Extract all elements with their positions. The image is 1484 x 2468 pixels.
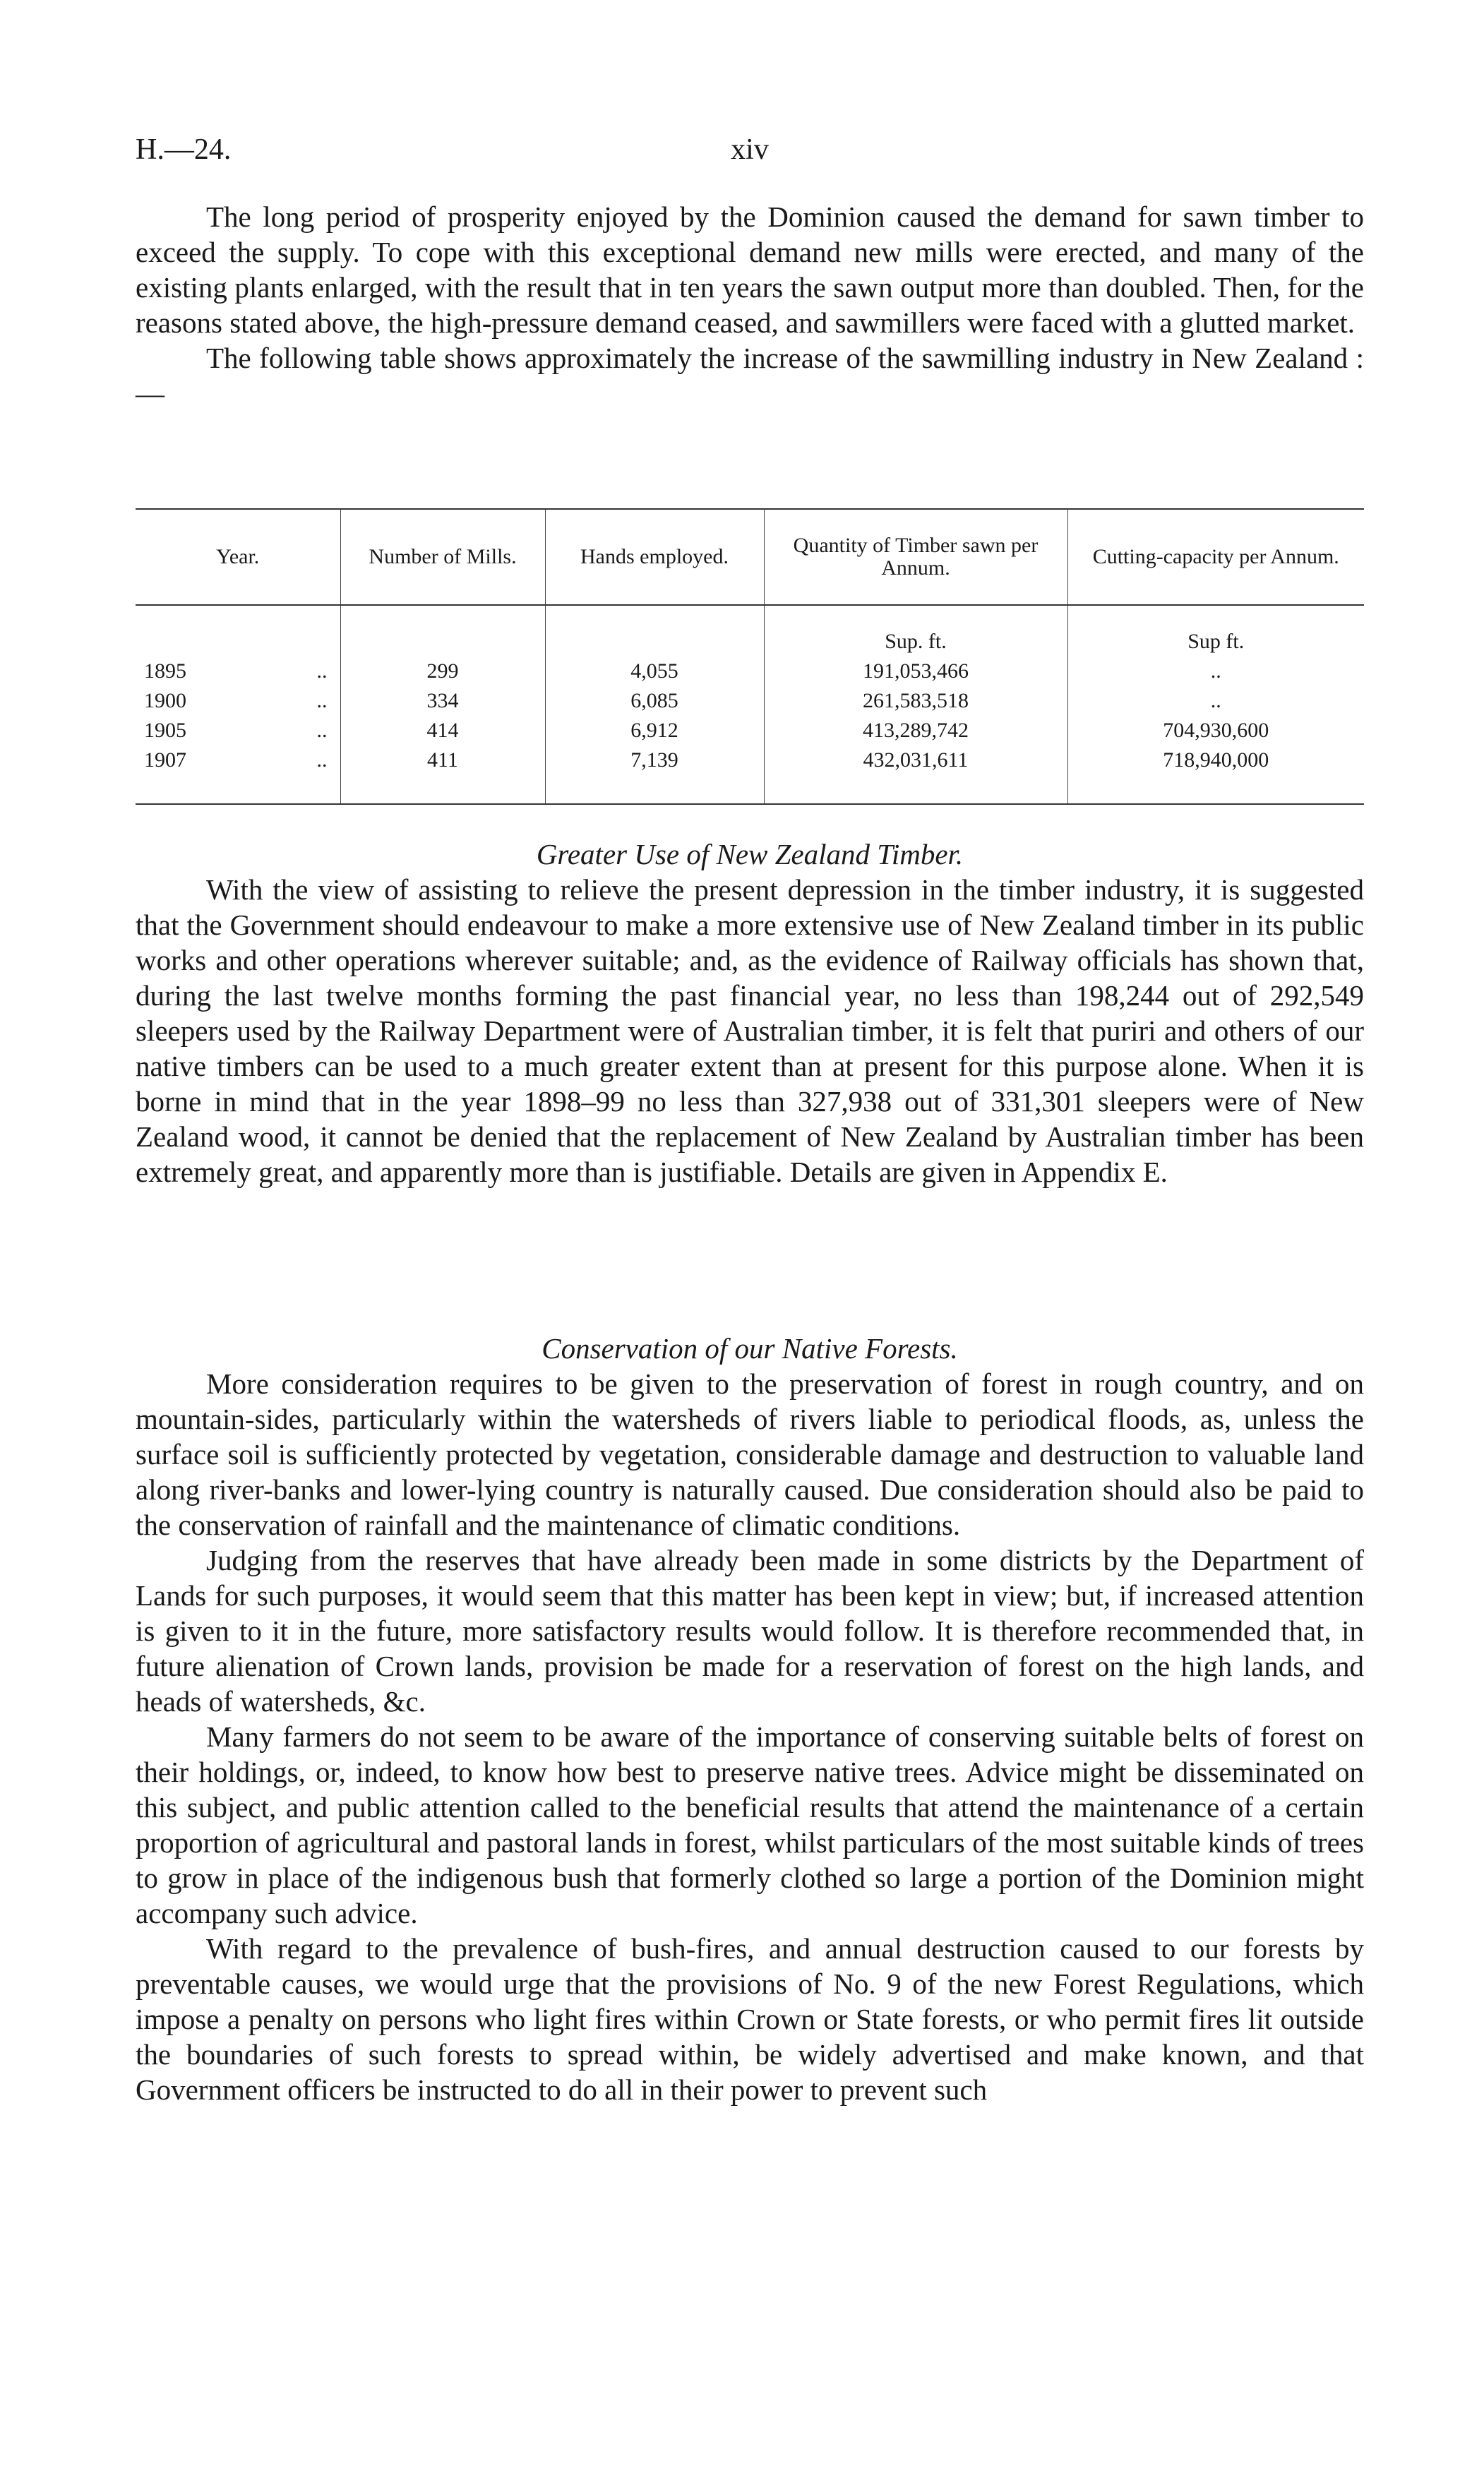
- intro-paragraph: The long period of prosperity enjoyed by the Dominion caused the demand for sawn timber to exceed the supply. To cope with this exceptional demand new mills were erected, and many of the existing plants enlarged, with the result that in ten years the sawn output more than doubled. Then, for the reasons stated above, the high-pressure demand ceased, and sawmillers were faced with a glutted market.: [136, 200, 1364, 339]
- row-capacity: ..: [1067, 686, 1364, 716]
- leader-dots: ..: [316, 748, 328, 772]
- row-quantity: 261,583,518: [764, 686, 1067, 716]
- table-header-row: [136, 509, 1364, 605]
- row-quantity: 413,289,742: [764, 716, 1067, 745]
- page-number: xiv: [731, 133, 769, 166]
- body-paragraph: With regard to the prevalence of bush-fires, and annual destruction caused to our forests by preventable causes, we would urge that the provisions of No. 9 of the new Forest Regulations, which impose a penalty on persons who light fires within Crown or State forests, or who permit fires lit outside the boundaries of such forests to spread within, be widely advertised and make known, and that Government officers be instructed to do all in their power to prevent such: [136, 1932, 1364, 2106]
- section-timber-use: [136, 837, 1364, 1190]
- row-quantity: 191,053,466: [764, 657, 1067, 686]
- sawmilling-table: [136, 508, 1364, 805]
- capacity-unit: Sup ft.: [1067, 605, 1364, 657]
- row-mills: 411: [340, 745, 545, 804]
- table-row: [136, 686, 1364, 716]
- leader-dots: ..: [316, 719, 328, 742]
- row-year: 1900: [144, 689, 186, 712]
- row-hands: 6,912: [545, 716, 764, 745]
- col-header-quantity: Quantity of Timber sawn per Annum.: [764, 509, 1067, 605]
- leader-dots: ..: [316, 659, 328, 683]
- row-capacity: ..: [1067, 657, 1364, 686]
- row-year: 1895: [144, 659, 186, 683]
- row-mills: 334: [340, 686, 545, 716]
- document-reference: H.—24.: [136, 133, 232, 166]
- table-row: [136, 745, 1364, 804]
- col-header-mills: Number of Mills.: [340, 509, 545, 605]
- row-capacity: 704,930,600: [1067, 716, 1364, 745]
- table-units-row: [136, 605, 1364, 657]
- row-hands: 6,085: [545, 686, 764, 716]
- intro-paragraph: The following table shows approximately the increase of the sawmilling industry in New Zealand :—: [136, 342, 1364, 409]
- row-mills: 299: [340, 657, 545, 686]
- body-paragraph: Many farmers do not seem to be aware of the importance of conserving suitable belts of forest on their holdings, or, indeed, to know how best to preserve native trees. Advice might be disseminated on this subject, and public attention called to the beneficial results that attend the maintenance of a certain proportion of agricultural and pastoral lands in forest, whilst particulars of the most suitable kinds of trees to grow in place of the indigenous bush that formerly clothed so large a portion of the Dominion might accompany such advice.: [136, 1720, 1364, 1929]
- quantity-unit: Sup. ft.: [764, 605, 1067, 657]
- leader-dots: ..: [316, 689, 328, 712]
- page-header: [136, 133, 1364, 175]
- table-row: [136, 657, 1364, 686]
- body-paragraph: With the view of assisting to relieve the present depression in the timber industry, it is suggested that the Government should endeavour to make a more extensive use of New Zealand timber in its public works and other operations wherever suitable; and, as the evidence of Railway officials has shown that, during the last twelve months forming the past financial year, no less than 198,244 out of 292,549 sleepers used by the Railway Department were of Australian timber, it is felt that puriri and others of our native timbers can be used to a much greater extent than at present for this purpose alone. When it is borne in mind that in the year 1898–99 no less than 327,938 out of 331,301 sleepers were of New Zealand wood, it cannot be denied that the replacement of New Zealand by Australian timber has been extremely great, and apparently more than is justifiable. Details are given in Appendix E.: [136, 873, 1364, 1188]
- row-hands: 4,055: [545, 657, 764, 686]
- row-mills: 414: [340, 716, 545, 745]
- section-heading: Greater Use of New Zealand Timber.: [536, 838, 964, 870]
- section-conservation: [136, 1331, 1364, 2107]
- table-row: [136, 716, 1364, 745]
- body-paragraph: Judging from the reserves that have already been made in some districts by the Department of Lands for such purposes, it would seem that this matter has been kept in view; but, if increased attention is given to it in the future, more satisfactory results would follow. It is therefore recommended that, in future alienation of Crown lands, provision be made for a reservation of forest on the high lands, and heads of watersheds, &c.: [136, 1544, 1364, 1718]
- row-year: 1905: [144, 719, 186, 742]
- col-header-capacity: Cutting-capacity per Annum.: [1067, 509, 1364, 605]
- row-capacity: 718,940,000: [1067, 745, 1364, 804]
- row-hands: 7,139: [545, 745, 764, 804]
- intro-text: [136, 199, 1364, 411]
- col-header-hands: Hands employed.: [545, 509, 764, 605]
- body-paragraph: More consideration requires to be given to the preservation of forest in rough country, and on mountain-sides, particularly within the watersheds of rivers liable to periodical floods, as, unless the surface soil is sufficiently protected by vegetation, considerable damage and destruction to valuable land along river-banks and lower-lying country is naturally caused. Due consideration should also be paid to the conservation of rainfall and the maintenance of climatic conditions.: [136, 1367, 1364, 1541]
- col-header-year: Year.: [136, 509, 340, 605]
- row-quantity: 432,031,611: [764, 745, 1067, 804]
- row-year: 1907: [144, 748, 186, 772]
- section-heading: Conservation of our Native Forests.: [541, 1332, 958, 1365]
